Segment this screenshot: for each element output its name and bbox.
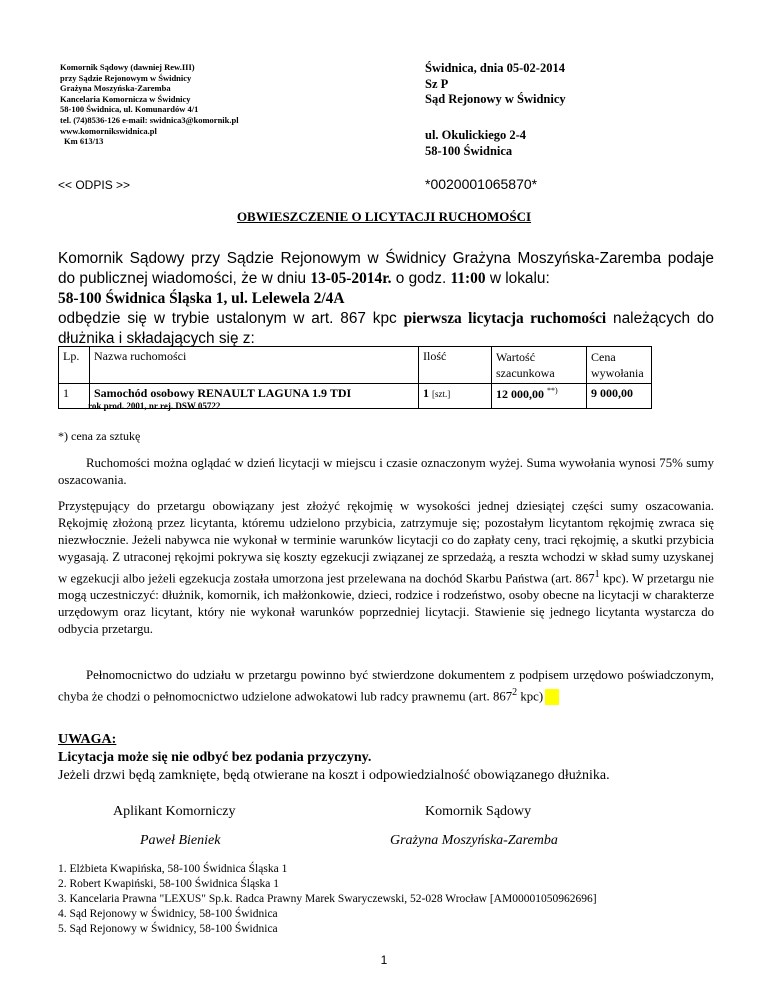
barcode-text: *0020001065870* [425, 176, 538, 192]
items-table [58, 346, 652, 409]
notice-line: Licytacja może się nie odbyć bez podania przyczyny. [58, 750, 372, 765]
article-superscript: 2 [512, 687, 518, 698]
intro-text: należących do dłużnika i składających się z: [58, 310, 714, 347]
recipient-block [425, 61, 566, 108]
list-item: 1. Elżbieta Kwapińska, 58-100 Świdnica Śląska 1 [58, 863, 288, 875]
article-superscript: 1 [594, 569, 600, 580]
list-item: 5. Sąd Rejonowy w Świdnicy, 58-100 Świdnica [58, 923, 278, 935]
recipient-street: ul. Okulickiego 2-4 [425, 128, 527, 142]
document-title: OBWIESZCZENIE O LICYTACJI RUCHOMOŚCI [236, 209, 532, 224]
recipient-city: 58-100 Świdnica [425, 143, 513, 158]
highlight-mark [545, 689, 559, 705]
header-qty: Ilość [419, 347, 492, 384]
intro-text: o godz. [391, 270, 451, 287]
notice-line: Jeżeli drzwi będą zamknięte, będą otwierane na koszt i odpowiedzialność obowiązanego dłużnika. [58, 768, 610, 783]
list-item: 2. Robert Kwapiński, 58-100 Świdnica Śląska 1 [58, 878, 280, 890]
table-header-row [59, 347, 652, 384]
header-lp: Lp. [59, 347, 90, 384]
header-price-line: Cena [591, 350, 616, 364]
cell-value [492, 384, 587, 409]
cell-qty [419, 384, 492, 409]
signature-role-bailiff: Komornik Sądowy [425, 804, 532, 819]
paragraph-text: kpc) [517, 689, 544, 704]
intro-paragraph [58, 249, 714, 349]
auction-type: pierwsza licytacja ruchomości [403, 310, 607, 327]
sender-line: www.komornikswidnica.pl [60, 125, 157, 136]
intro-text: odbędzie się w trybie ustalonym w art. 867 kpc [58, 310, 404, 327]
paragraph-deposit [58, 498, 714, 638]
value-mark: **) [547, 386, 558, 395]
paragraph-viewing [58, 455, 714, 489]
auction-time: 11:00 [450, 270, 486, 287]
paragraph-text: Ruchomości można oglądać w dzień licytacji w miejscu i czasie oznaczonym wyżej. Suma wywołania wynosi 75% sumy oszacowania. [58, 456, 714, 487]
header-value-line: szacunkowa [496, 366, 555, 380]
header-name: Nazwa ruchomości [90, 347, 419, 384]
auction-location: 58-100 Świdnica Śląska 1, ul. Lelewela 2/4A [58, 290, 345, 307]
sender-line: 58-100 Świdnica, ul. Komunardów 4/1 [60, 104, 199, 115]
cell-lp: 1 [59, 384, 90, 409]
list-item: 4. Sąd Rejonowy w Świdnicy, 58-100 Świdnica [58, 908, 278, 920]
intro-text: Komornik Sądowy przy Sądzie Rejonowym w Świdnicy Grażyna Moszyńska-Zaremba podaje do publicznej wiadomości, że w dniu [58, 250, 714, 287]
distribution-list [58, 862, 597, 937]
notice-title: UWAGA: [58, 732, 117, 747]
recipient-address [425, 128, 526, 159]
row-detail: rok prod. 2001, nr rej. DSW 05722 [88, 401, 221, 411]
sender-line: Grażyna Moszyńska-Zaremba [60, 83, 171, 94]
signature-name-apprentice: Paweł Bieniek [140, 833, 221, 848]
recipient-line: Sąd Rejonowy w Świdnicy [425, 92, 566, 106]
header-value [492, 347, 587, 384]
paragraph-proxy [58, 667, 714, 705]
sender-line: Kancelaria Komornicza w Świdnicy [60, 93, 191, 104]
qty-value: 1 [423, 386, 429, 400]
sender-line: przy Sądzie Rejonowym w Świdnicy [60, 72, 192, 83]
page-number: 1 [380, 953, 388, 967]
auction-date: 13-05-2014r. [310, 270, 392, 287]
sender-block [60, 62, 239, 147]
signature-name-bailiff: Grażyna Moszyńska-Zaremba [390, 833, 558, 848]
header-price [587, 347, 652, 384]
header-price-line: wywołania [591, 366, 644, 380]
paragraph-text: Przystępujący do przetargu obowiązany jest złożyć rękojmię w wysokości jednej dziesiątej części sumy oszacowania. Rękojmię złożoną przez licytanta, któremu udzielono przybicia, zatrzymuje się; pozostałym licytantom rękojmię zwraca się niezwłocznie. Jeżeli nabywca nie wykonał w terminie warunków licytacji co do zapłaty ceny, traci rękojmię, a skutki przybicia wygasają. Z utraconej rękojmi pokrywa się koszty egzekucji związanej ze sprzedażą, a reszta wchodzi w skład sumy uzyskanej w egzekucji albo jeżeli egzekucja została umorzona jest przelewana na dochód Skarbu Państwa (art. 867 [58, 499, 714, 586]
signature-role-apprentice: Aplikant Komorniczy [113, 804, 236, 819]
list-item: 3. Kancelaria Prawna "LEXUS" Sp.k. Radca Prawny Marek Swaryczewski, 52-028 Wrocław [AM00001050962696] [58, 893, 597, 905]
case-number: Km 613/13 [64, 136, 104, 147]
paragraph-text: kpc). W przetargu nie mogą uczestniczyć: dłużnik, komornik, ich małżonkowie, dzieci, rodzice i rodzeństwo, osoby obecne na licytacji w charakterze urzędowym oraz licytant, który nie wykonał warunków poprzedniej licytacji. Stawienie się jednego licytanta wystarcza do odbycia przetargu. [58, 571, 714, 637]
recipient-line: Sz P [425, 76, 449, 91]
copy-mark: << ODPIS >> [58, 178, 131, 192]
footnote: *) cena za sztukę [58, 429, 141, 443]
sender-line: Komornik Sądowy (dawniej Rew.III) [60, 62, 195, 72]
header-value-line: Wartość [496, 350, 536, 364]
qty-unit: [szt.] [432, 389, 451, 399]
paragraph-text: Pełnomocnictwo do udziału w przetargu powinno być stwierdzone dokumentem z podpisem urzędowo poświadczonym, chyba że chodzi o pełnomocnictwo udzielone adwokatowi lub radcy prawnemu (art. 867 [58, 668, 714, 704]
intro-text: w lokalu: [485, 270, 550, 287]
cell-price: 9 000,00 [587, 384, 652, 409]
sender-line: tel. (74)8536-126 e-mail: swidnica3@komornik.pl [60, 114, 239, 125]
cell-name: Samochód osobowy RENAULT LAGUNA 1.9 TDI [90, 384, 419, 409]
value-amount: 12 000,00 [496, 387, 544, 401]
place-date: Świdnica, dnia 05-02-2014 [425, 61, 565, 75]
